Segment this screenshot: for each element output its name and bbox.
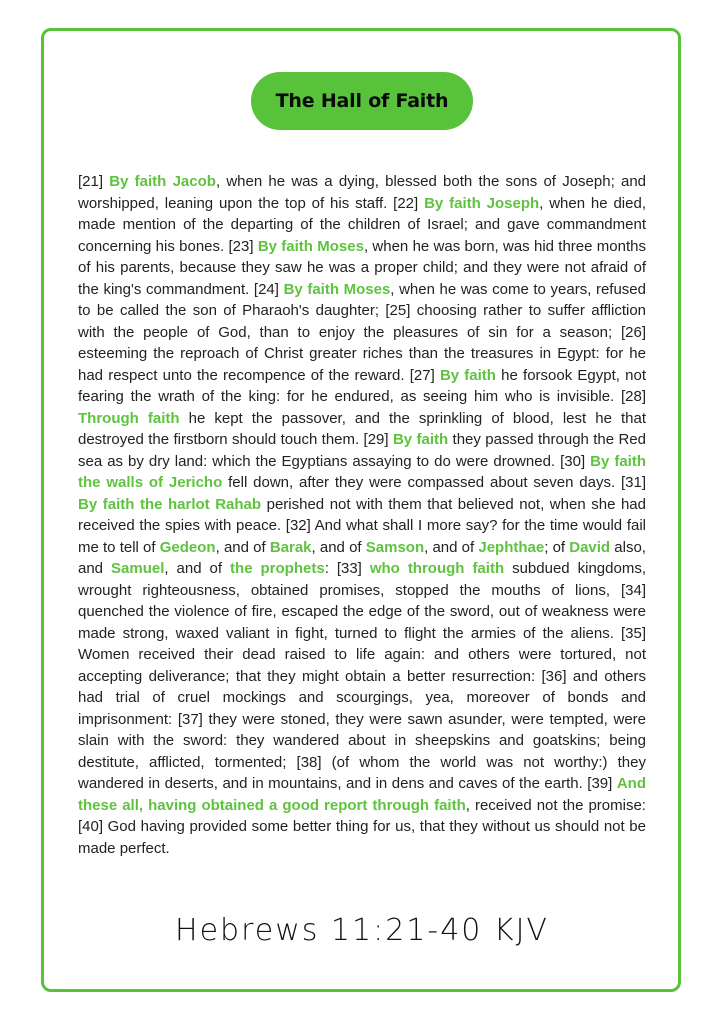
page-title: The Hall of Faith [275, 90, 449, 112]
highlighted-phrase: Through faith [78, 409, 180, 427]
highlighted-phrase: David [569, 538, 611, 556]
passage-text: , when he died, made mention of the departing of the children of Israel; and gave commandment concerning his bones. [23] [78, 194, 646, 255]
highlighted-phrase: who through faith [369, 560, 505, 577]
highlighted-phrase: Barak [269, 538, 312, 556]
passage-text: ; of [544, 538, 570, 556]
highlighted-phrase: the prophets [230, 560, 325, 577]
highlighted-phrase: And these all, having obtained a good report through faith [78, 775, 646, 814]
passage-text: he forsook Egypt, not fearing the wrath of the king: for he endured, as seeing him who is invisible. [28] [78, 366, 646, 405]
highlighted-phrase: By faith Moses [283, 280, 391, 298]
passage-text: , and of [164, 560, 231, 577]
passage-text: subdued kingdoms, wrought righteousness, obtained promises, stopped the mouths of lions, [34] quenched the violence of fire, escaped the edge of the sword, out of weakness were made strong, waxed valiant in fight, turned to flight the armies of the aliens. [35] Women received their dead raised to life again: and others were tortured, not accepting deliverance; that they might obtain a better resurrection: [36] and others had trial of cruel mockings and scourgings, yea, moreover of bonds and imprisonment: [37] they were stoned, they were sawn asunder, were tempted, were slain with the sword: they wandered about in sheepskins and goatskins; being destitute, afflicted, tormented; [38] (of whom the world was not worthy:) they wandered in deserts, and in mountains, and in dens and caves of the earth. [39] [78, 560, 646, 792]
highlighted-phrase: Gedeon [159, 538, 216, 556]
passage-text: , and of [311, 538, 366, 556]
passage-text: , when he was a dying, blessed both the sons of Joseph; and worshipped, leaning upon the top of his staff. [22] [78, 173, 647, 212]
passage-text: , received not the promise: [40] God having provided some better thing for us, that they without us should not be made perfect. [78, 796, 646, 857]
highlighted-phrase: By faith the walls of Jericho [78, 452, 646, 491]
highlighted-phrase: By faith Moses [257, 237, 364, 255]
title-badge [251, 72, 473, 130]
highlighted-phrase: Jephthae [478, 538, 545, 556]
passage-text: he kept the passover, and the sprinkling of blood, lest he that destroyed the firstborn should touch them. [29] [78, 409, 646, 448]
highlighted-phrase: By faith the harlot Rahab [78, 495, 262, 513]
passage-text: , when he was come to years, refused to be called the son of Pharaoh's daughter; [25] choosing rather to suffer affliction with the people of God, than to enjoy the pleasures of sin for a season; [26] esteeming the reproach of Christ greater riches than the treasures in Egypt: for he had respect unto the recompence of the reward. [27] [78, 280, 646, 384]
passage-text: fell down, after they were compassed about seven days. [31] [222, 474, 646, 491]
passage-text: perished not with them that believed not, when she had received the spies with peace. [32] And what shall I more say? for the time would fail me to tell of [78, 495, 646, 556]
highlighted-phrase: By faith Jacob [109, 173, 216, 190]
highlighted-phrase: Samuel [111, 560, 165, 577]
scripture-passage [78, 171, 646, 859]
passage-text: , when he was born, was hid three months of his parents, because they saw he was a proper child; and they were not afraid of the king's commandment. [24] [78, 237, 646, 298]
highlighted-phrase: Samson [365, 538, 425, 556]
passage-text: , and of [424, 538, 479, 556]
highlighted-phrase: By faith Joseph [424, 194, 540, 212]
passage-text: , and of [215, 538, 270, 556]
highlighted-phrase: By faith [392, 431, 449, 448]
passage-text: [21] [78, 173, 110, 190]
highlighted-phrase: By faith [439, 366, 496, 384]
passage-text: they passed through the Red sea as by dry land: which the Egyptians assaying to do were drowned. [30] [78, 431, 646, 470]
scripture-reference: Hebrews 11:21-40 KJV [175, 913, 549, 948]
passage-text: : [33] [324, 560, 370, 577]
passage-text: also, and [78, 538, 646, 577]
